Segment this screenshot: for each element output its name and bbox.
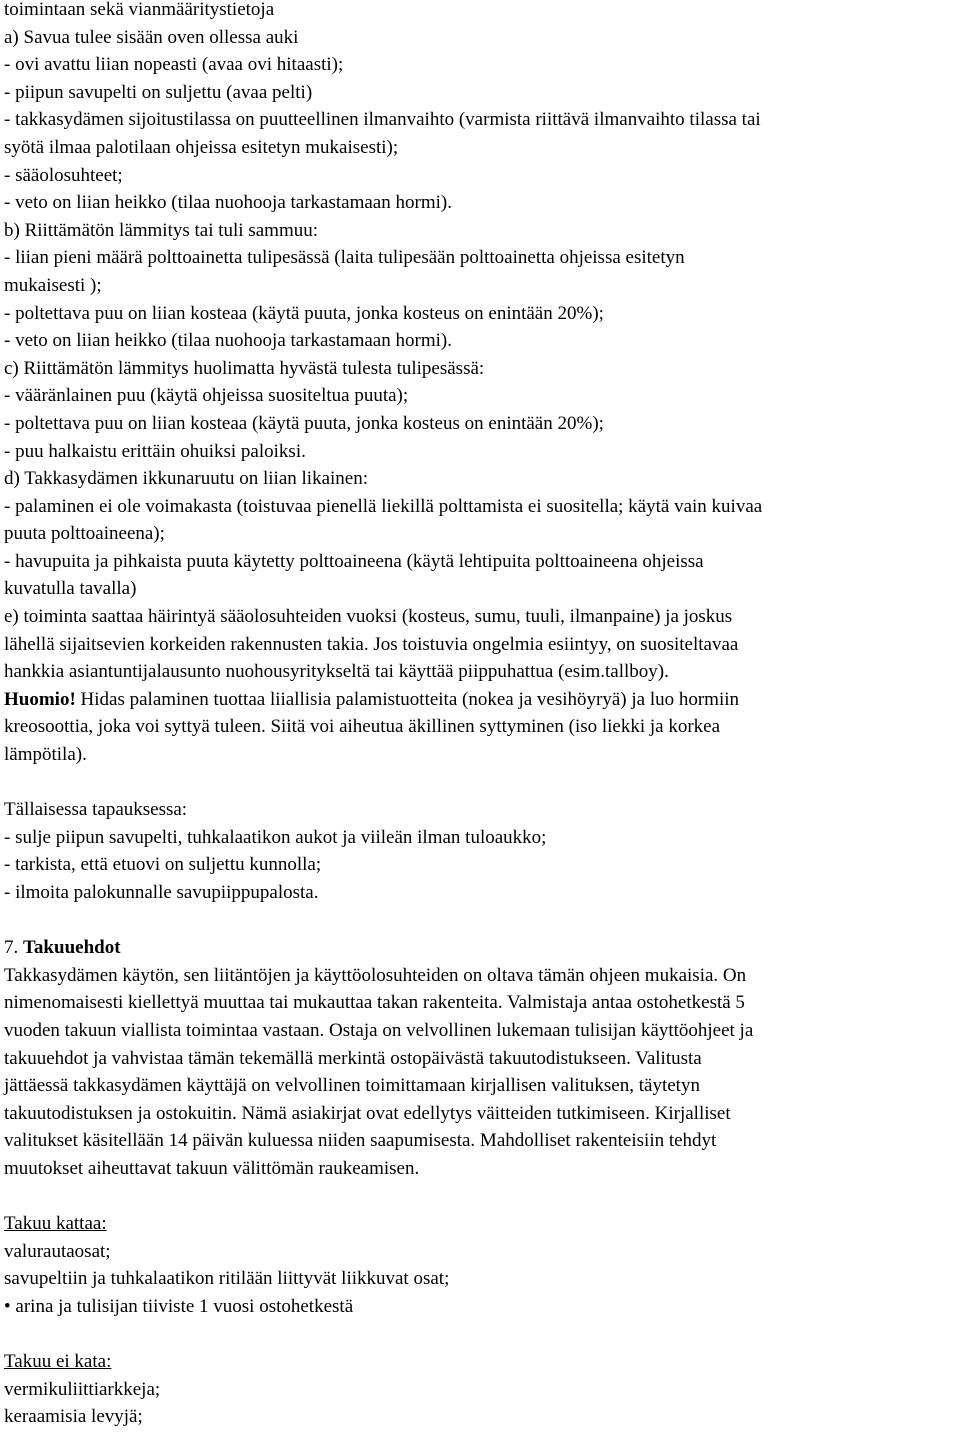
spacer — [4, 1321, 956, 1349]
issue-a-line: - ovi avattu liian nopeasti (avaa ovi hitaasti); — [4, 54, 344, 76]
warning-label: Huomio! — [4, 688, 76, 710]
warning-line: lämpötila). — [4, 744, 87, 766]
emergency-line: - tarkista, että etuovi on suljettu kunnolla; — [4, 854, 322, 876]
troubleshooting-intro: toimintaan sekä vianmääritystietoja — [4, 0, 275, 20]
warranty-heading — [4, 934, 956, 962]
issue-c-line: - poltettava puu on liian kosteaa (käytä puuta, jonka kosteus on enintään 20%); — [4, 412, 604, 434]
issue-c-line: - puu halkaistu erittäin ohuiksi paloiksi. — [4, 440, 306, 462]
issue-a-line: - piipun savupelti on suljettu (avaa pelti) — [4, 81, 313, 103]
covered-item: • arina ja tulisijan tiiviste 1 vuosi ostohetkestä — [4, 1295, 354, 1317]
issue-a-line: - sääolosuhteet; — [4, 164, 123, 186]
issue-b-line: mukaisesti ); — [4, 274, 102, 296]
issue-b-heading: b) Riittämätön lämmitys tai tuli sammuu: — [4, 219, 319, 241]
issue-d-line: - palaminen ei ole voimakasta (toistuvaa pienellä liekillä polttamista ei suositella; käytä vain kuivaa — [4, 495, 763, 517]
warranty-line: takuuehdot ja vahvistaa tämän tekemällä merkintä ostopäivästä takuutodistukseen. Valitusta — [4, 1047, 702, 1069]
warranty-line: vuoden takuun viallista toimintaa vastaan. Ostaja on velvollinen lukemaan tulisijan käyttöohjeet ja — [4, 1019, 754, 1041]
warning-text: Hidas palaminen tuottaa liiallisia palamistuotteita (nokea ja vesihöyryä) ja luo hormiin — [75, 688, 740, 710]
issue-a-line: - takkasydämen sijoitustilassa on puutteellinen ilmanvaihto (varmista riittävä ilmanvaihto tilassa tai — [4, 109, 761, 131]
not-covered-section — [4, 1348, 956, 1431]
covered-heading-row — [4, 1210, 956, 1238]
warranty-section — [4, 934, 956, 1182]
not-covered-item: keraamisia levyjä; — [4, 1406, 143, 1428]
issue-d-line: - havupuita ja pihkaista puuta käytetty polttoaineena (käytä lehtipuita polttoaineena ohjeissa — [4, 550, 704, 572]
warranty-line: takuutodistuksen ja ostokuitin. Nämä asiakirjat ovat edellytys väitteiden tutkimiseen. Kirjalliset — [4, 1102, 731, 1124]
section-number: 7. — [4, 937, 23, 959]
emergency-heading: Tällaisessa tapauksessa: — [4, 799, 188, 821]
covered-section — [4, 1210, 956, 1320]
issue-b-line: - veto on liian heikko (tilaa nuohooja tarkastamaan hormi). — [4, 330, 452, 352]
issue-b-line: - liian pieni määrä polttoainetta tulipesässä (laita tulipesään polttoainetta ohjeissa esitetyn — [4, 247, 685, 269]
warranty-line: nimenomaisesti kiellettyä muuttaa tai mukauttaa takan rakenteita. Valmistaja antaa ostohetkestä 5 — [4, 992, 745, 1014]
issue-d-heading: d) Takkasydämen ikkunaruutu on liian likainen: — [4, 468, 368, 490]
issue-d-line: kuvatulla tavalla) — [4, 578, 137, 600]
warranty-line: valitukset käsitellään 14 päivän kuluessa niiden saapumisesta. Mahdolliset rakenteisiin tehdyt — [4, 1130, 717, 1152]
not-covered-item: vermikuliittiarkkeja; — [4, 1378, 161, 1400]
emergency-line: - sulje piipun savupelti, tuhkalaatikon aukot ja viileän ilman tuloaukko; — [4, 826, 547, 848]
issue-d-line: puuta polttoaineena); — [4, 523, 165, 545]
not-covered-heading-row — [4, 1348, 956, 1376]
warranty-line: muutokset aiheuttavat takuun välittömän raukeamisen. — [4, 1157, 420, 1179]
spacer — [4, 769, 956, 797]
warranty-line: Takkasydämen käytön, sen liitäntöjen ja käyttöolosuhteiden on oltava tämän ohjeen mukaisia. On — [4, 964, 747, 986]
covered-item: valurautaosat; — [4, 1240, 111, 1262]
emergency-section — [4, 796, 956, 906]
emergency-line: - ilmoita palokunnalle savupiippupalosta. — [4, 882, 319, 903]
issue-a-line: - veto on liian heikko (tilaa nuohooja tarkastamaan hormi). — [4, 192, 452, 214]
issue-a-line: syötä ilmaa palotilaan ohjeissa esitetyn mukaisesti); — [4, 136, 399, 158]
warning-line: kreosoottia, joka voi syttyä tuleen. Siitä voi aiheutua äkillinen syttyminen (iso liekki ja korkea — [4, 716, 721, 738]
spacer — [4, 1183, 956, 1211]
spacer — [4, 907, 956, 935]
warranty-line: jättäessä takkasydämen käyttäjä on velvollinen toimittamaan kirjallisen valituksen, täytetyn — [4, 1075, 700, 1097]
issue-e-line: lähellä sijaitsevien korkeiden rakennusten takia. Jos toistuvia ongelmia esiintyy, on suositeltavaa — [4, 633, 739, 655]
issue-b-line: - poltettava puu on liian kosteaa (käytä puuta, jonka kosteus on enintään 20%); — [4, 302, 604, 324]
warning-line — [4, 686, 956, 714]
covered-heading: Takuu kattaa: — [4, 1213, 107, 1235]
troubleshooting-section — [4, 0, 956, 769]
covered-item: savupeltiin ja tuhkalaatikon ritilään liittyvät liikkuvat osat; — [4, 1268, 450, 1290]
issue-c-line: - vääränlainen puu (käytä ohjeissa suositeltua puuta); — [4, 385, 409, 407]
issue-c-heading: c) Riittämätön lämmitys huolimatta hyvästä tulesta tulipesässä: — [4, 357, 485, 379]
issue-e-line: hankkia asiantuntijalausunto nuohousyritykseltä tai käyttää piippuhattua (esim.tallboy). — [4, 661, 669, 683]
not-covered-heading: Takuu ei kata: — [4, 1351, 112, 1373]
issue-a-heading: a) Savua tulee sisään oven ollessa auki — [4, 26, 299, 48]
section-title: Takuuehdot — [23, 937, 121, 959]
issue-e-line: e) toiminta saattaa häirintyä sääolosuhteiden vuoksi (kosteus, sumu, tuuli, ilmanpaine) ja joskus — [4, 606, 733, 628]
